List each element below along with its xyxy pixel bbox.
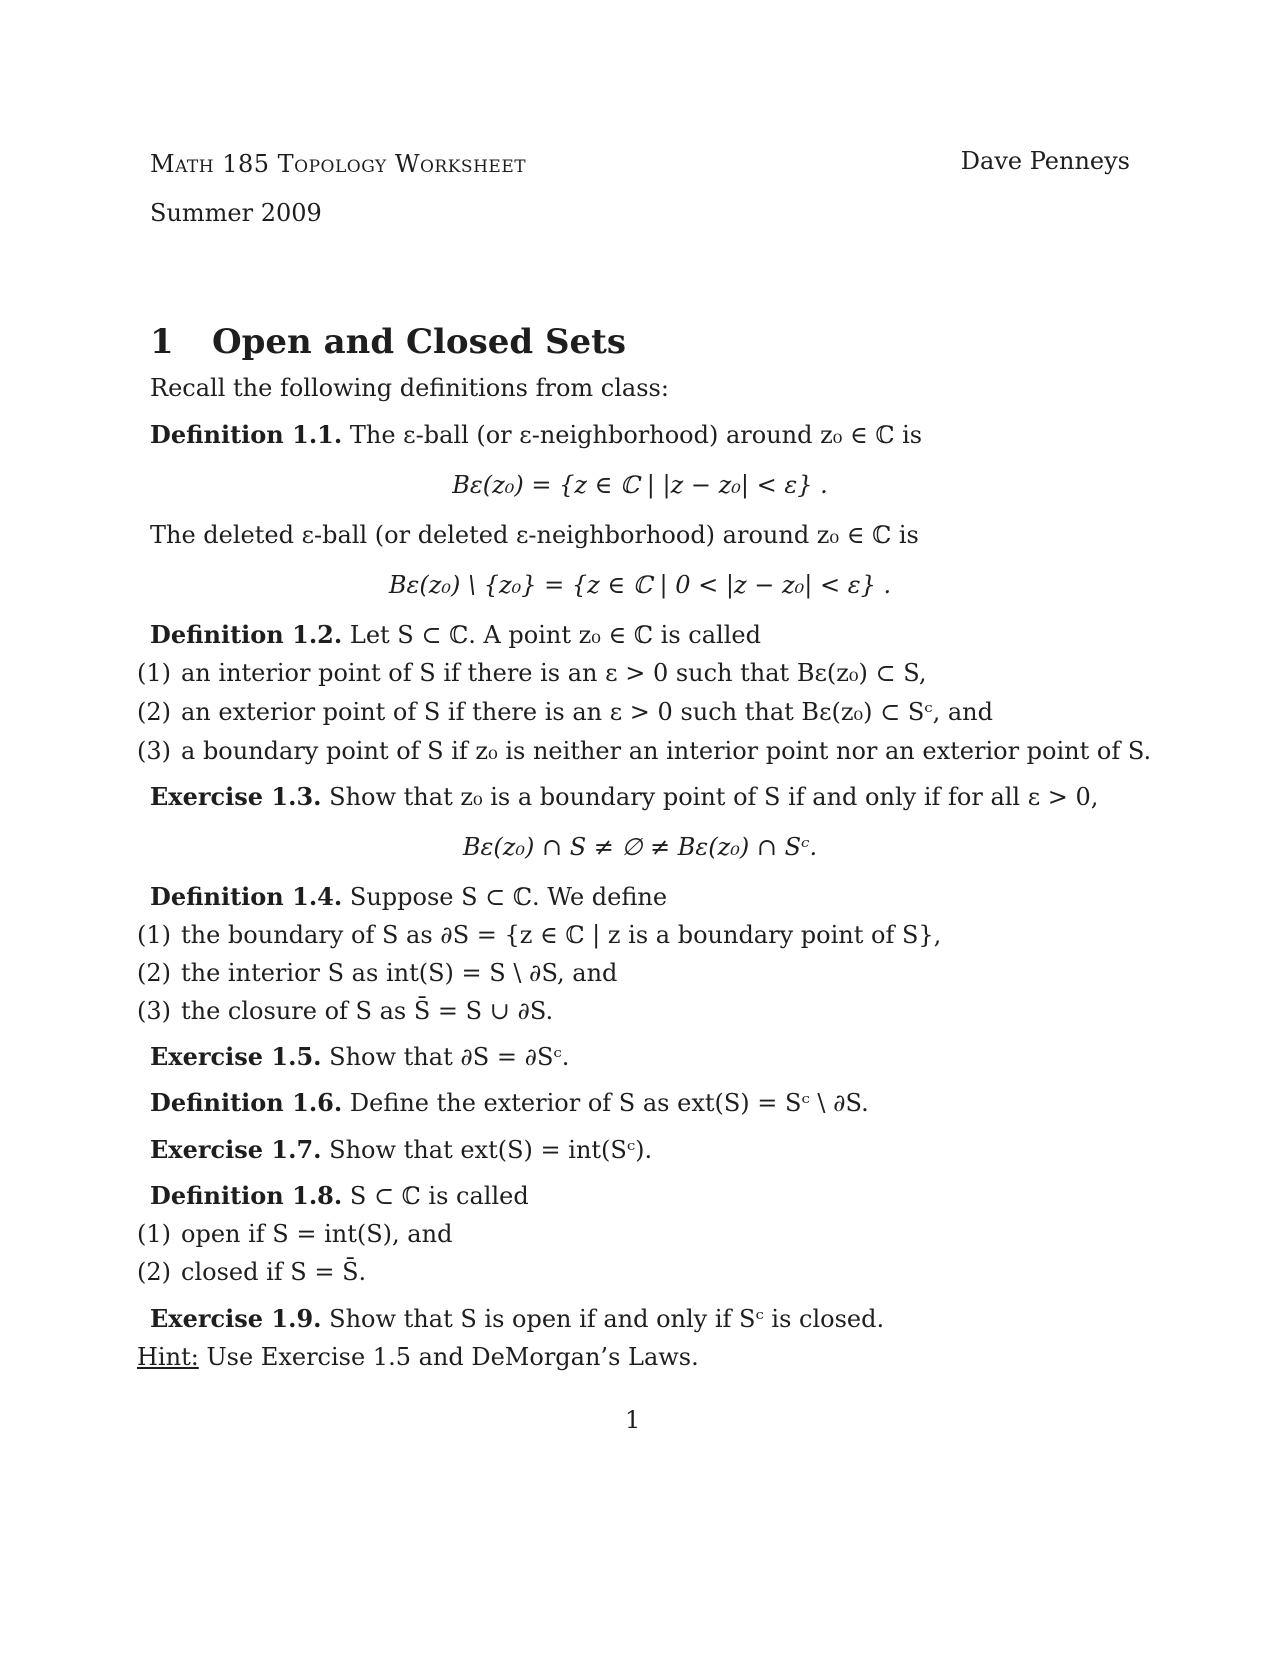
equation-boundary: Bε(z₀) ∩ S ≠ ∅ ≠ Bε(z₀) ∩ Sᶜ. bbox=[462, 833, 818, 861]
exercise-1-9 bbox=[150, 1304, 884, 1334]
list-item-number: (3) bbox=[137, 737, 171, 765]
section-heading bbox=[150, 322, 626, 362]
exercise-label: Exercise 1.9. bbox=[150, 1304, 322, 1333]
list-item bbox=[137, 658, 926, 688]
hint-label: Hint: bbox=[137, 1343, 199, 1371]
course-title: Math 185 Topology Worksheet bbox=[150, 150, 527, 178]
exercise-label: Exercise 1.7. bbox=[150, 1135, 322, 1164]
list-item-number: (2) bbox=[137, 959, 171, 987]
exercise-text: Show that ∂S = ∂Sᶜ. bbox=[329, 1043, 570, 1071]
exercise-1-3 bbox=[150, 782, 1098, 812]
list-item-text: the closure of S as S̄ = S ∪ ∂S. bbox=[181, 997, 554, 1025]
exercise-1-7 bbox=[150, 1135, 652, 1165]
exercise-text: Show that ext(S) = int(Sᶜ). bbox=[329, 1136, 653, 1164]
equation-epsilon-ball: Bε(z₀) = {z ∈ ℂ | |z − z₀| < ε} . bbox=[452, 471, 828, 499]
definition-1-6 bbox=[150, 1088, 869, 1118]
definition-text: Suppose S ⊂ ℂ. We define bbox=[349, 883, 668, 911]
definition-text: S ⊂ ℂ is called bbox=[349, 1182, 529, 1210]
definition-text: The ε-ball (or ε-neighborhood) around z₀ ∈ ℂ is bbox=[349, 421, 923, 449]
definition-1-4 bbox=[150, 882, 667, 912]
definition-text: Let S ⊂ ℂ. A point z₀ ∈ ℂ is called bbox=[349, 621, 761, 649]
list-item-number: (1) bbox=[137, 921, 171, 949]
definition-1-2 bbox=[150, 620, 761, 650]
section-number: 1 bbox=[150, 322, 174, 362]
exercise-1-5 bbox=[150, 1042, 569, 1072]
list-item bbox=[137, 996, 553, 1026]
definition-label: Definition 1.6. bbox=[150, 1088, 343, 1117]
exercise-text: Show that z₀ is a boundary point of S if and only if for all ε > 0, bbox=[329, 783, 1099, 811]
list-item-text: the interior S as int(S) = S \ ∂S, and bbox=[181, 959, 618, 987]
list-item-text: an exterior point of S if there is an ε > 0 such that Bε(z₀) ⊂ Sᶜ, and bbox=[181, 698, 993, 726]
list-item bbox=[137, 920, 941, 950]
hint bbox=[137, 1342, 699, 1372]
list-item-text: an interior point of S if there is an ε > 0 such that Bε(z₀) ⊂ S, bbox=[181, 659, 927, 687]
intro-text: Recall the following definitions from class: bbox=[150, 374, 669, 402]
list-item-number: (3) bbox=[137, 997, 171, 1025]
exercise-label: Exercise 1.3. bbox=[150, 782, 322, 811]
list-item-text: the boundary of S as ∂S = {z ∈ ℂ | z is a boundary point of S}, bbox=[181, 921, 942, 949]
list-item bbox=[137, 736, 1151, 766]
list-item-text: a boundary point of S if z₀ is neither an interior point nor an exterior point of S. bbox=[181, 737, 1152, 765]
term: Summer 2009 bbox=[150, 199, 322, 227]
hint-text: Use Exercise 1.5 and DeMorgan’s Laws. bbox=[206, 1343, 699, 1371]
list-item bbox=[137, 697, 993, 727]
list-item-text: closed if S = S̄. bbox=[181, 1258, 367, 1286]
definition-1-8 bbox=[150, 1181, 529, 1211]
definition-1-1 bbox=[150, 420, 922, 450]
definition-label: Definition 1.4. bbox=[150, 882, 343, 911]
exercise-text: Show that S is open if and only if Sᶜ is closed. bbox=[329, 1305, 885, 1333]
deleted-ball-text: The deleted ε-ball (or deleted ε-neighborhood) around z₀ ∈ ℂ is bbox=[150, 521, 919, 549]
list-item-number: (2) bbox=[137, 1258, 171, 1286]
page-number: 1 bbox=[625, 1406, 641, 1434]
definition-label: Definition 1.2. bbox=[150, 620, 343, 649]
equation-deleted-ball: Bε(z₀) \ {z₀} = {z ∈ ℂ | 0 < |z − z₀| < ε} . bbox=[388, 571, 892, 599]
list-item-number: (1) bbox=[137, 1220, 171, 1248]
list-item-number: (1) bbox=[137, 659, 171, 687]
list-item-number: (2) bbox=[137, 698, 171, 726]
exercise-label: Exercise 1.5. bbox=[150, 1042, 322, 1071]
list-item bbox=[137, 1219, 452, 1249]
author-name: Dave Penneys bbox=[960, 147, 1130, 175]
list-item bbox=[137, 1257, 366, 1287]
list-item bbox=[137, 958, 617, 988]
definition-label: Definition 1.8. bbox=[150, 1181, 343, 1210]
section-title: Open and Closed Sets bbox=[212, 322, 627, 362]
list-item-text: open if S = int(S), and bbox=[181, 1220, 453, 1248]
definition-text: Define the exterior of S as ext(S) = Sᶜ \ ∂S. bbox=[349, 1089, 869, 1117]
definition-label: Definition 1.1. bbox=[150, 420, 343, 449]
